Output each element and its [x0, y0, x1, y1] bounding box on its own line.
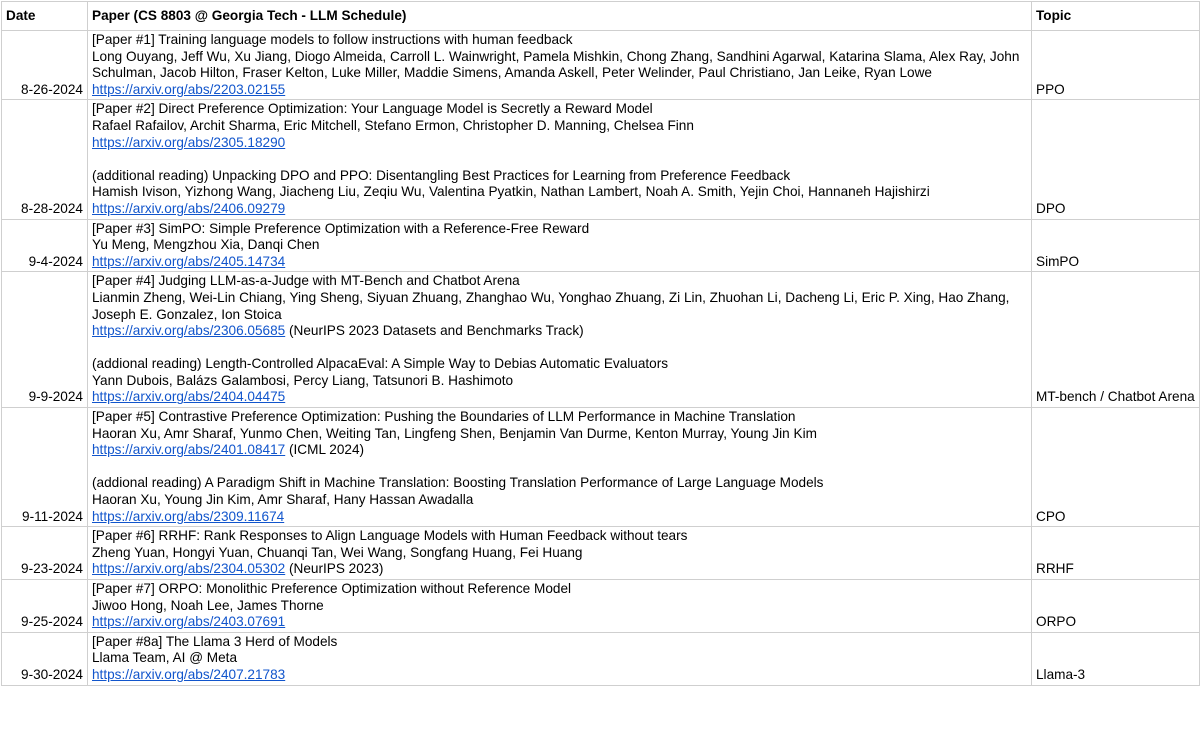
table-row	[2, 272, 1200, 408]
arxiv-link[interactable]: https://arxiv.org/abs/2401.08417	[92, 442, 286, 458]
table-body	[2, 31, 1200, 686]
topic-cell[interactable]: DPO	[1032, 100, 1200, 219]
paper-entry	[92, 32, 1027, 98]
paper-authors: Long Ouyang, Jeff Wu, Xu Jiang, Diogo Almeida, Carroll L. Wainwright, Pamela Mishkin, Chong Zhang, Sandhini Agarwal, Katarina Slama, Alex Ray, John Schulman, Jacob Hilton, Fraser Kelton, Luke Miller, Maddie Simens, Amanda Askell, Peter Welinder, Paul Christiano, Jan Leike, Ryan Lowe	[92, 48, 1020, 81]
paper-entry	[92, 221, 1027, 271]
paper-title: [Paper #5] Contrastive Preference Optimization: Pushing the Boundaries of LLM Performance in Machine Translation	[92, 409, 796, 425]
paper-link-line	[92, 561, 1027, 578]
arxiv-link[interactable]: https://arxiv.org/abs/2304.05302	[92, 561, 286, 577]
paper-venue: (ICML 2024)	[285, 442, 365, 458]
paper-cell[interactable]	[88, 580, 1032, 633]
schedule-table	[1, 1, 1200, 686]
paper-entry	[92, 273, 1027, 339]
paper-cell[interactable]	[88, 31, 1032, 100]
paper-link-line	[92, 442, 1027, 459]
topic-cell[interactable]: CPO	[1032, 408, 1200, 527]
header-row	[2, 2, 1200, 31]
date-cell[interactable]: 8-28-2024	[2, 100, 88, 219]
arxiv-link[interactable]: https://arxiv.org/abs/2407.21783	[92, 666, 286, 682]
paper-title: [Paper #6] RRHF: Rank Responses to Align Language Models with Human Feedback without tears	[92, 528, 688, 544]
entry-spacer	[92, 459, 1027, 476]
paper-venue: (NeurIPS 2023)	[285, 561, 384, 577]
entry-spacer	[92, 340, 1027, 357]
date-cell[interactable]: 9-30-2024	[2, 632, 88, 685]
paper-authors: Hamish Ivison, Yizhong Wang, Jiacheng Liu, Zeqiu Wu, Valentina Pyatkin, Nathan Lambert, Noah A. Smith, Yejin Choi, Hannaneh Hajishirzi	[92, 184, 930, 200]
paper-link-line	[92, 614, 1027, 631]
arxiv-link[interactable]: https://arxiv.org/abs/2203.02155	[92, 81, 286, 97]
paper-link-line	[92, 82, 1027, 99]
paper-authors: Lianmin Zheng, Wei-Lin Chiang, Ying Sheng, Siyuan Zhuang, Zhanghao Wu, Yonghao Zhuang, Zi Lin, Zhuohan Li, Dacheng Li, Eric P. Xing, Hao Zhang, Joseph E. Gonzalez, Ion Stoica	[92, 289, 1010, 322]
table-header	[2, 2, 1200, 31]
paper-cell[interactable]	[88, 100, 1032, 219]
table-row	[2, 219, 1200, 272]
arxiv-link[interactable]: https://arxiv.org/abs/2309.11674	[92, 508, 285, 524]
paper-authors: Yann Dubois, Balázs Galambosi, Percy Liang, Tatsunori B. Hashimoto	[92, 372, 514, 388]
paper-authors: Rafael Rafailov, Archit Sharma, Eric Mitchell, Stefano Ermon, Christopher D. Manning, Chelsea Finn	[92, 117, 694, 133]
table-row	[2, 632, 1200, 685]
date-cell[interactable]: 9-23-2024	[2, 527, 88, 580]
paper-title: [Paper #3] SimPO: Simple Preference Optimization with a Reference-Free Reward	[92, 220, 590, 236]
entry-spacer	[92, 151, 1027, 168]
table-row	[2, 408, 1200, 527]
topic-cell[interactable]: PPO	[1032, 31, 1200, 100]
topic-cell[interactable]: MT-bench / Chatbot Arena	[1032, 272, 1200, 408]
arxiv-link[interactable]: https://arxiv.org/abs/2404.04475	[92, 389, 286, 405]
date-cell[interactable]: 9-25-2024	[2, 580, 88, 633]
paper-authors: Jiwoo Hong, Noah Lee, James Thorne	[92, 597, 324, 613]
date-cell[interactable]: 9-4-2024	[2, 219, 88, 272]
paper-cell[interactable]	[88, 408, 1032, 527]
paper-authors: Yu Meng, Mengzhou Xia, Danqi Chen	[92, 237, 320, 253]
paper-authors: Zheng Yuan, Hongyi Yuan, Chuanqi Tan, Wei Wang, Songfang Huang, Fei Huang	[92, 544, 583, 560]
paper-link-line	[92, 667, 1027, 684]
paper-authors: Llama Team, AI @ Meta	[92, 650, 238, 666]
paper-cell[interactable]	[88, 632, 1032, 685]
paper-title: [Paper #2] Direct Preference Optimization: Your Language Model is Secretly a Reward Model	[92, 101, 653, 117]
paper-venue: (NeurIPS 2023 Datasets and Benchmarks Track)	[285, 323, 584, 339]
paper-entry	[92, 356, 1027, 406]
header-paper[interactable]: Paper (CS 8803 @ Georgia Tech - LLM Schedule)	[88, 2, 1032, 31]
arxiv-link[interactable]: https://arxiv.org/abs/2405.14734	[92, 253, 286, 269]
topic-cell[interactable]: ORPO	[1032, 580, 1200, 633]
paper-entry	[92, 475, 1027, 525]
topic-cell[interactable]: SimPO	[1032, 219, 1200, 272]
paper-title: [Paper #1] Training language models to follow instructions with human feedback	[92, 32, 573, 47]
paper-title: [Paper #7] ORPO: Monolithic Preference Optimization without Reference Model	[92, 581, 572, 596]
paper-title: (additional reading) Unpacking DPO and PPO: Disentangling Best Practices for Learning from Preference Feedback	[92, 167, 791, 183]
paper-title: [Paper #4] Judging LLM-as-a-Judge with MT-Bench and Chatbot Arena	[92, 273, 520, 289]
paper-link-line	[92, 201, 1027, 218]
paper-title: (addional reading) Length-Controlled AlpacaEval: A Simple Way to Debias Automatic Evaluators	[92, 356, 669, 372]
arxiv-link[interactable]: https://arxiv.org/abs/2406.09279	[92, 200, 286, 216]
paper-entry	[92, 581, 1027, 631]
paper-entry	[92, 528, 1027, 578]
paper-entry	[92, 409, 1027, 459]
table-row	[2, 527, 1200, 580]
paper-entry	[92, 634, 1027, 684]
paper-entry	[92, 101, 1027, 151]
table-row	[2, 31, 1200, 100]
arxiv-link[interactable]: https://arxiv.org/abs/2305.18290	[92, 134, 286, 150]
paper-title: (addional reading) A Paradigm Shift in Machine Translation: Boosting Translation Performance of Large Language Models	[92, 475, 824, 491]
paper-title: [Paper #8a] The Llama 3 Herd of Models	[92, 633, 338, 649]
topic-cell[interactable]: RRHF	[1032, 527, 1200, 580]
paper-cell[interactable]	[88, 219, 1032, 272]
arxiv-link[interactable]: https://arxiv.org/abs/2306.05685	[92, 323, 286, 339]
header-topic[interactable]: Topic	[1032, 2, 1200, 31]
paper-cell[interactable]	[88, 272, 1032, 408]
header-date[interactable]: Date	[2, 2, 88, 31]
date-cell[interactable]: 8-26-2024	[2, 31, 88, 100]
date-cell[interactable]: 9-9-2024	[2, 272, 88, 408]
paper-link-line	[92, 323, 1027, 340]
topic-cell[interactable]: Llama-3	[1032, 632, 1200, 685]
paper-entry	[92, 168, 1027, 218]
paper-authors: Haoran Xu, Young Jin Kim, Amr Sharaf, Hany Hassan Awadalla	[92, 492, 474, 508]
paper-link-line	[92, 509, 1027, 526]
paper-link-line	[92, 135, 1027, 152]
paper-link-line	[92, 389, 1027, 406]
arxiv-link[interactable]: https://arxiv.org/abs/2403.07691	[92, 614, 286, 630]
paper-cell[interactable]	[88, 527, 1032, 580]
date-cell[interactable]: 9-11-2024	[2, 408, 88, 527]
table-row	[2, 100, 1200, 219]
paper-link-line	[92, 254, 1027, 271]
paper-authors: Haoran Xu, Amr Sharaf, Yunmo Chen, Weiting Tan, Lingfeng Shen, Benjamin Van Durme, Kenton Murray, Young Jin Kim	[92, 425, 817, 441]
table-row	[2, 580, 1200, 633]
